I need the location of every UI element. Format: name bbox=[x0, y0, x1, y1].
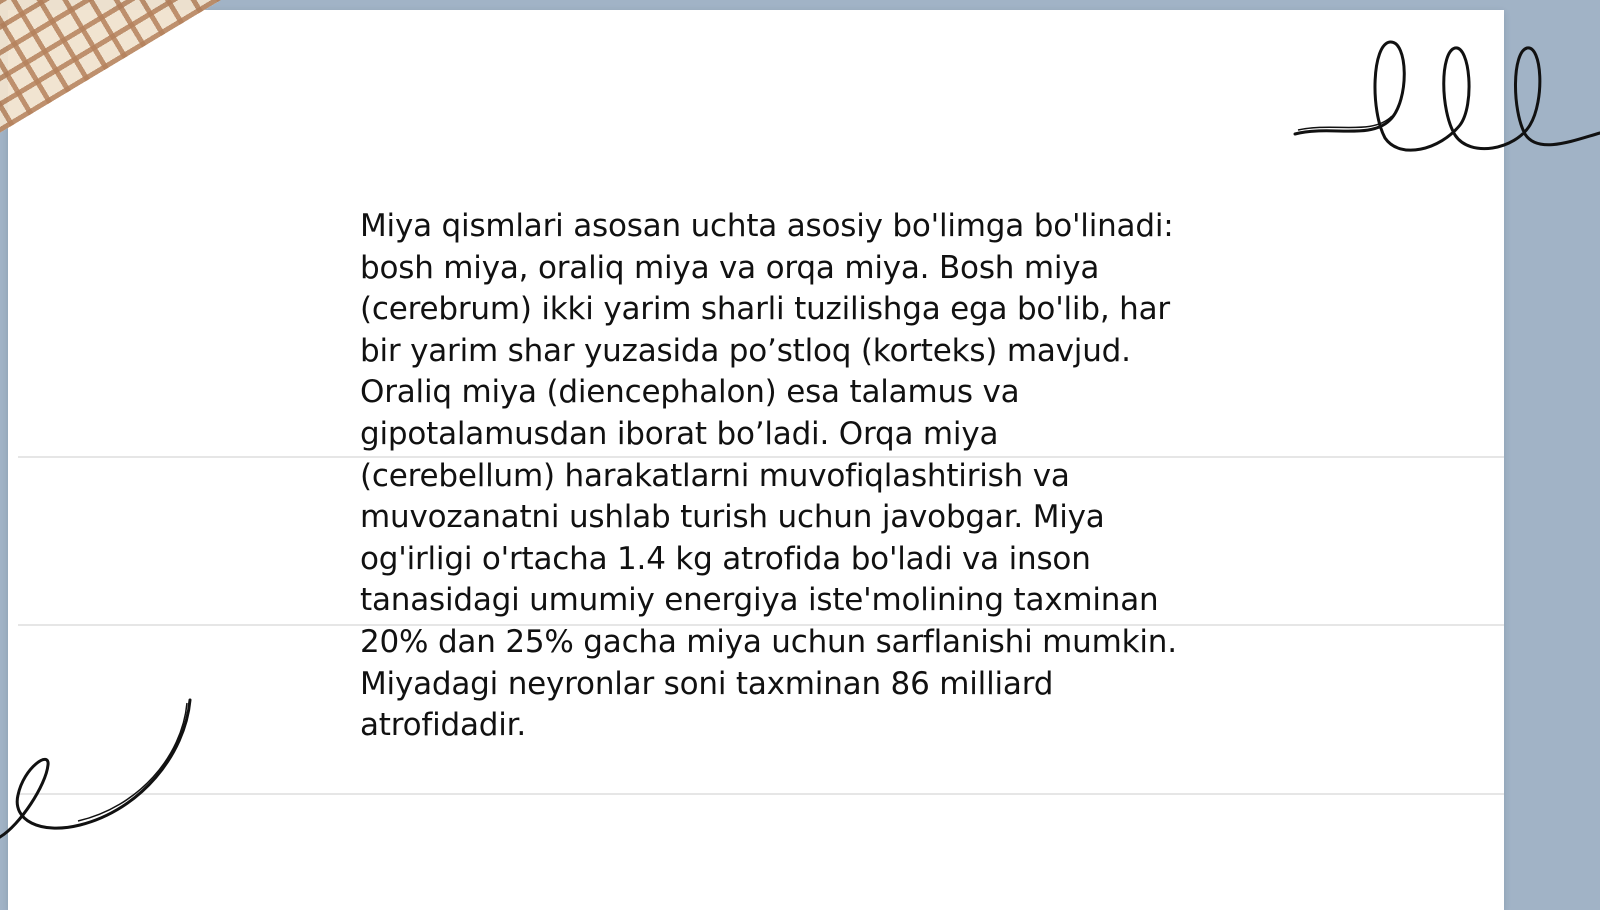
body-paragraph: Miya qismlari asosan uchta asosiy bo'limga bo'linadi: bosh miya, oraliq miya va orqa miya. Bosh miya (cerebrum) ikki yarim sharli tuzilishga ega bo'lib, har bir yarim shar yuzasida po’stloq (korteks) mavjud. Oraliq miya (diencephalon) esa talamus va gipotalamusdan iborat bo’ladi. Orqa miya (cerebellum) harakatlarni muvofiqlashtirish va muvozanatni ushlab turish uchun javobgar. Miya og'irligi o'rtacha 1.4 kg atrofida bo'ladi va inson tanasidagi umumiy energiya iste'molining taxminan 20% dan 25% gacha miya uchun sarflanishi mumkin. Miyadagi neyronlar soni taxminan 86 milliard atrofidadir. bbox=[360, 208, 1177, 744]
loop-doodle bbox=[0, 695, 200, 845]
swirl-doodle bbox=[1290, 30, 1600, 170]
ruled-line bbox=[18, 793, 1504, 795]
